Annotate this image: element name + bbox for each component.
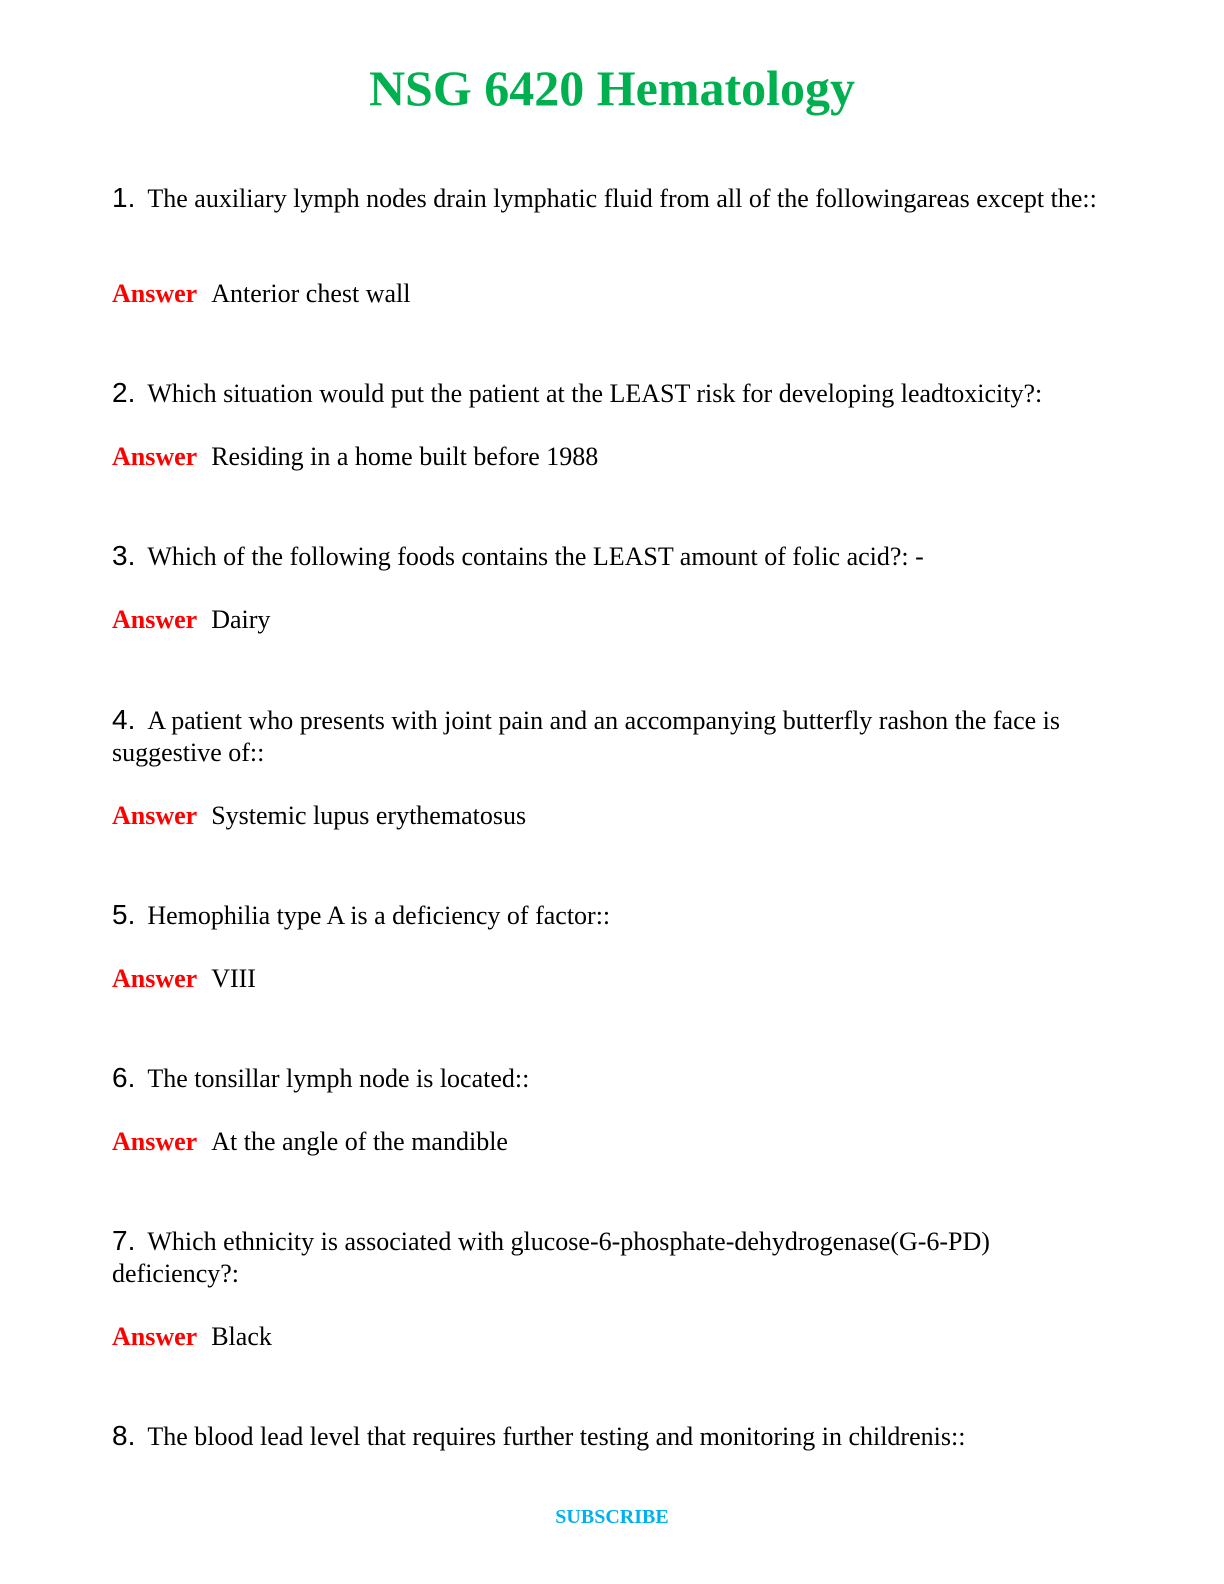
answer-5 <box>112 963 256 995</box>
question-text: Which situation would put the patient at the LEAST risk for developing leadtoxicity?: <box>147 379 1043 408</box>
question-text: Which ethnicity is associated with glucose-6-phosphate-dehydrogenase(G-6-PD) deficiency?: <box>112 1227 990 1288</box>
answer-label: Answer <box>112 1127 198 1156</box>
question-text: Which of the following foods contains the LEAST amount of folic acid?: - <box>147 542 924 571</box>
answer-2 <box>112 441 598 473</box>
answer-text: VIII <box>211 964 256 993</box>
qa-item-2 <box>112 377 1112 471</box>
answer-label: Answer <box>112 442 198 471</box>
answer-text: At the angle of the mandible <box>211 1127 508 1156</box>
question-7 <box>112 1225 1112 1290</box>
question-text: The blood lead level that requires further testing and monitoring in childrenis:: <box>147 1422 966 1451</box>
question-4 <box>112 704 1112 769</box>
question-5 <box>112 899 1112 932</box>
question-8 <box>112 1420 1112 1453</box>
question-text: A patient who presents with joint pain and an accompanying butterfly rashon the face is suggestive of:: <box>112 706 1060 767</box>
question-number: 8. <box>112 1420 136 1451</box>
answer-text: Black <box>211 1322 272 1351</box>
answer-text: Dairy <box>211 605 271 634</box>
question-text: The tonsillar lymph node is located:: <box>147 1064 530 1093</box>
question-6 <box>112 1062 1112 1095</box>
subscribe-link[interactable]: SUBSCRIBE <box>555 1506 669 1528</box>
question-3 <box>112 540 1112 573</box>
qa-item-1 <box>112 182 1112 308</box>
answer-1 <box>112 278 410 310</box>
answer-text: Systemic lupus erythematosus <box>211 801 527 830</box>
answer-label: Answer <box>112 279 198 308</box>
question-number: 4. <box>112 704 136 735</box>
qa-item-7 <box>112 1225 1112 1351</box>
answer-3 <box>112 604 270 636</box>
question-number: 7. <box>112 1225 136 1256</box>
question-number: 2. <box>112 377 136 408</box>
question-number: 6. <box>112 1062 136 1093</box>
answer-label: Answer <box>112 801 198 830</box>
page-title: NSG 6420 Hematology <box>368 60 856 116</box>
answer-text: Anterior chest wall <box>211 279 411 308</box>
qa-item-5 <box>112 899 1112 993</box>
answer-label: Answer <box>112 605 198 634</box>
answer-7 <box>112 1321 272 1353</box>
qa-item-8 <box>112 1420 1112 1453</box>
qa-item-6 <box>112 1062 1112 1156</box>
question-text: Hemophilia type A is a deficiency of factor:: <box>147 901 611 930</box>
answer-label: Answer <box>112 964 198 993</box>
question-number: 3. <box>112 540 136 571</box>
answer-text: Residing in a home built before 1988 <box>211 442 599 471</box>
question-2 <box>112 377 1112 410</box>
question-number: 5. <box>112 899 136 930</box>
answer-label: Answer <box>112 1322 198 1351</box>
question-text: The auxiliary lymph nodes drain lymphatic fluid from all of the followingareas except the:: <box>147 184 1097 213</box>
qa-item-3 <box>112 540 1112 634</box>
question-number: 1. <box>112 182 136 213</box>
answer-6 <box>112 1126 508 1158</box>
answer-4 <box>112 800 526 832</box>
question-1 <box>112 182 1112 215</box>
qa-item-4 <box>112 704 1112 830</box>
